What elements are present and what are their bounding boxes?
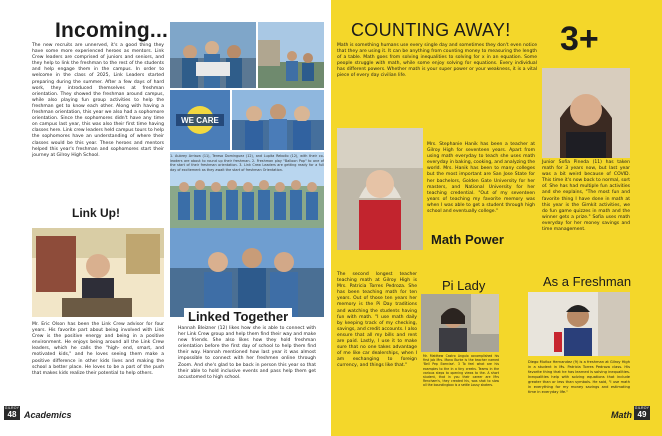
photo-stephanie-hanik [337,128,423,250]
photo-patricia-torres-pedroza [421,294,499,352]
linked-together-title: Linked Together [184,308,292,325]
photo-hannah-bleizner [170,228,324,317]
photo-leaders-smile [232,90,324,150]
page-badge-left [4,406,20,420]
page-number: 48 [7,410,17,419]
photo-link-crew-cheering [170,22,256,88]
svg-text:WE CARE: WE CARE [181,116,219,125]
pi-lady-body: The second longest teacher teaching math at Gilroy High is Mrs. Patricia Torres Pedroza. She has been teaching math for ten years. Out of those ten years her memory is the Pi Day traditions and watching the students having fun with math. "I use math daily by keeping track of my checking, savings, and credit accounts. I also ensure that all my bills and rent are paid. Lastly, I use it to make sure that no one takes advantage of me like car dealerships, when I am exchanging to foreign currency, and things like that." [337,272,417,369]
linkup-title: Link Up! [72,206,120,220]
photo-we-care-sign [170,90,230,150]
photo-campus-orientation [258,22,324,88]
linked-together-body: Hannah Bleizner (12) likes how she is able to connect with her Link Crew group and help them find their way and make new friends. She also likes how they hold freshman orientation before the first day of school to help them find their way. Hannah mentioned how last year it was almost impossible to connect with her freshmen online through Zoom. And she's glad to be back in person this year so that their able to hold inclusive events and pass help them get accustomed to high school. [178,326,316,380]
as-a-freshman-title: As a Freshman [543,274,632,289]
yearbook-label-right: GILROY [634,406,650,410]
incoming-title: Incoming... [55,19,169,42]
math-power-title: Math Power [431,232,504,247]
three-plus-title: 3+ [560,20,599,58]
yearbook-label: GILROY [4,406,20,410]
as-a-freshman-body: Diego Muñoz Hernandez (9) is a freshman at Gilroy High in a student in Ms. Patricia Torres Pedroza class. His favorite thing that he has learned is solving inequalities. Inequalities help with solving equations that include greater than or less than symbols. He said, "I use math in everything for my money savings and estimating time in everyday life." [528,360,630,394]
section-label-math: Math [611,410,632,420]
pi-lady-caption: Mr. Matthew Castro Angulo accomplished his first job Mrs. Mona Burke is the teacher named 'Bell Pep Exercise'. 3 To feel what are his examples to the in a tiny creeks. Teams in the various steps to opening views to the. A short student, that in you their career are Mrs Rencham's, they created his, was shot to slow all the boundingbox is a settle Lousy skaters. [423,354,499,388]
photo-eric-olson [32,228,164,317]
section-label-academics: Academics [24,410,72,420]
pi-lady-title: Pi Lady [442,278,486,293]
page-badge-right [634,406,650,420]
top-photo-caption-visible: 1. Aubrey Arriaza (11), Teresa Dominguez (12), and Lupita Rebollo (12), with their co-leaders are about to round up their freshman. 2. Freshman play "Balloon Pop" to one of the start of their freshman orientation. 3. Link Crew Leaders are getting ready for a full day of excitement as they await the start of freshman Orientation. [170,154,324,172]
incoming-body: The new recruits are unnerved, it's a good thing they have some more experienced heroes as mentors. Link Crew leaders are comprised of juniors and seniors, and they help to link the freshman to the rest of the students and help engage them in the campus. In order to welcome in the class of 2025, Link Leaders started preparing during the summer. After a few days of hard work, they introduced themselves at freshman orientation. They showed the freshman around campus, while also playing fun group activities to help the freshman get to know each other. Along with having a freshman orientation, this year we also had a sophomore orientation. Since the sophomores didn't have any time on campus last year, this was also their first time having classes here. Link crew leaders held campus tours to help the sophomores have an understanding of where their classes would be this year. These heroes and mentors helped this year's freshman and sophomores start their journey at Gilroy High School. [32,43,164,158]
counting-away-body: Math is something humans use every single day and sometimes they don't even notice that they are using it. It can be anything from counting money to measuring the length of a table. Math goes from solving inequalities to solving for x in an equation. Some people struggle with math, while some enjoy solving for equations. Every individual has different powers. Whether math is your super power or your weakness, it is a vital piece of every day civilian life. [337,43,537,79]
photo-diego-munoz-hernandez [528,292,630,356]
linkup-body: Mr. Eric Olson has been the Link Crew advisor for four years. His favorite part about being involved with Link Crew is the positive energy and being in a positive environment. He enjoys being around all the Link Crew leaders, which he calls the "high- end, smart, and motivated kids," and he loves seeing them make a positive difference in other kids lives and making the school a better place. He loves to be a part of the push that makes kids realize their potential to help others. [32,322,164,376]
photo-sofia-pineda [542,68,630,158]
three-plus-body: Junior Sofia Pineda (11) has taken math for 3 years now, but last year was a bit weird because of COVID. This time it's now back to normal, sort of. She has had multiple fun activities and she explains, "The most fun and favorite thing I have done in math at this year is the Gimkit activities, we do fun game quizzes in math and the winner gets a prize." Sofia uses math everyday for her money savings and time management. [542,160,630,233]
page-number-right: 49 [637,410,647,419]
counting-away-title: COUNTING AWAY! [351,20,511,40]
math-power-body: Mrs. Stephanie Hanik has been a teacher at Gilroy High for seventeen years. Apart from using math everyday to teach she uses math everyday in baking, cooking, and analyzing the world. Mrs. Hanik has been to many colleges but the most important are San Jose State for her bachelors, Golden Gate University for her masters, and National University for her teaching credential. "Out of my seventeen years of teaching my favorite memory was when I was able to get a student through high school and eventually college." [427,142,535,215]
